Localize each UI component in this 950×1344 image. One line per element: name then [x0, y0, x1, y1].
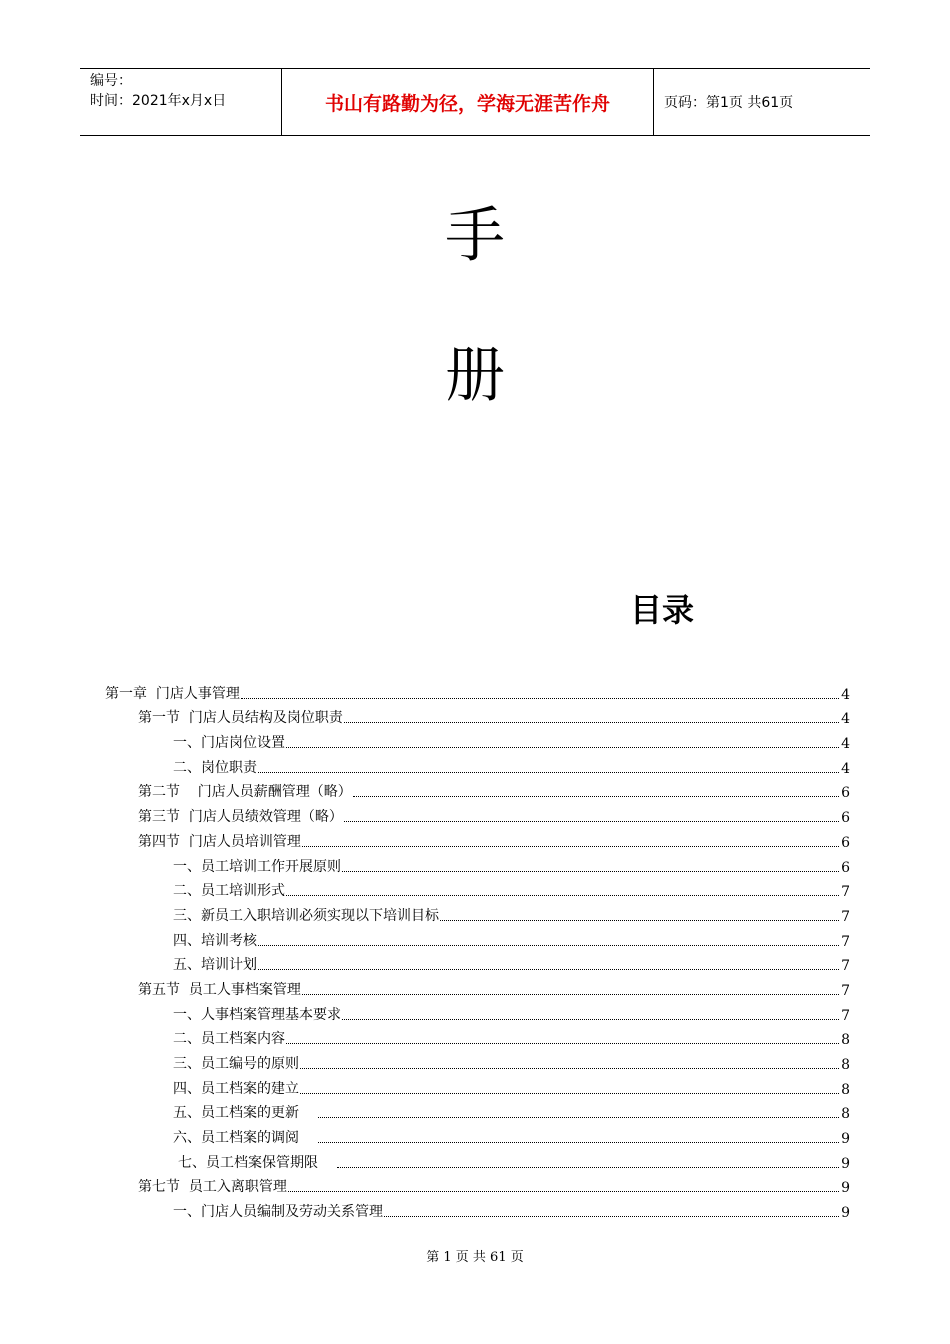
toc-entry[interactable] — [105, 727, 850, 752]
toc-entry-page: 6 — [841, 859, 850, 876]
toc-entry[interactable] — [105, 1098, 850, 1123]
toc-leader-dots — [384, 1215, 839, 1217]
toc-entry-page: 7 — [841, 908, 850, 925]
toc-title: 目录 — [630, 591, 695, 629]
toc-leader-dots — [440, 919, 839, 921]
toc-leader-dots — [288, 1190, 839, 1192]
toc-entry[interactable] — [105, 1048, 850, 1073]
toc-entry-page: 9 — [841, 1205, 850, 1222]
toc-entry-page: 4 — [841, 686, 850, 703]
toc-entry-label: 五、培训计划 — [173, 957, 257, 974]
toc-entry-label: 一、员工培训工作开展原则 — [173, 858, 341, 875]
toc-entry-page: 4 — [841, 760, 850, 777]
toc-entry[interactable] — [105, 703, 850, 728]
toc-leader-dots — [286, 746, 839, 748]
page-header — [80, 68, 870, 136]
number-label: 编号： — [90, 73, 132, 89]
toc-entry-label: 四、培训考核 — [173, 932, 257, 949]
toc-leader-dots — [286, 1042, 839, 1044]
time-label: 时间：2021年x月x日 — [90, 93, 227, 109]
toc-entry-label: 七、员工档案保管期限 — [178, 1154, 336, 1171]
toc-entry-label: 第一节 门店人员结构及岗位职责 — [138, 710, 343, 727]
toc-entry-label: 三、新员工入职培训必须实现以下培训目标 — [173, 907, 439, 924]
toc-entry-label: 第四节 门店人员培训管理 — [138, 833, 301, 850]
toc-entry[interactable] — [105, 999, 850, 1024]
toc-leader-dots — [300, 1067, 839, 1069]
toc-leader-dots — [318, 1116, 839, 1118]
toc-entry-label: 第七节 员工入离职管理 — [138, 1179, 287, 1196]
toc-leader-dots — [337, 1166, 839, 1168]
toc-entry-label: 第二节 门店人员薪酬管理（略） — [138, 784, 352, 801]
toc-leader-dots — [342, 870, 839, 872]
toc-leader-dots — [300, 1092, 839, 1094]
toc-entry[interactable] — [105, 900, 850, 925]
toc-leader-dots — [318, 1141, 839, 1143]
toc-entry[interactable] — [105, 1073, 850, 1098]
toc-entry-label: 二、员工培训形式 — [173, 883, 285, 900]
toc-entry-label: 一、人事档案管理基本要求 — [173, 1006, 341, 1023]
table-of-contents — [105, 678, 850, 1221]
toc-entry-page: 7 — [841, 982, 850, 999]
toc-entry-page: 4 — [841, 736, 850, 753]
toc-entry-label: 六、员工档案的调阅 — [173, 1130, 317, 1147]
toc-entry[interactable] — [105, 1147, 850, 1172]
toc-entry-label: 第五节 员工人事档案管理 — [138, 981, 301, 998]
toc-entry-page: 6 — [841, 785, 850, 802]
toc-leader-dots — [258, 944, 839, 946]
toc-entry[interactable] — [105, 801, 850, 826]
toc-entry[interactable] — [105, 752, 850, 777]
toc-leader-dots — [241, 697, 839, 699]
toc-entry[interactable] — [105, 851, 850, 876]
title-char-1: 手 — [445, 201, 505, 271]
toc-entry-page: 9 — [841, 1131, 850, 1148]
toc-leader-dots — [258, 771, 839, 773]
toc-entry-label: 五、员工档案的更新 — [173, 1105, 317, 1122]
toc-entry-page: 8 — [841, 1081, 850, 1098]
toc-entry-page: 9 — [841, 1180, 850, 1197]
toc-entry-page: 8 — [841, 1106, 850, 1123]
toc-leader-dots — [344, 721, 839, 723]
page-footer: 第 1 页 共 61 页 — [426, 1250, 524, 1265]
toc-entry-page: 6 — [841, 810, 850, 827]
toc-entry-page: 7 — [841, 958, 850, 975]
toc-entry[interactable] — [105, 950, 850, 975]
toc-leader-dots — [342, 1018, 839, 1020]
toc-entry-label: 四、员工档案的建立 — [173, 1080, 299, 1097]
toc-entry[interactable] — [105, 1172, 850, 1197]
toc-entry-page: 7 — [841, 933, 850, 950]
toc-entry[interactable] — [105, 826, 850, 851]
toc-leader-dots — [344, 820, 839, 822]
toc-entry-page: 8 — [841, 1057, 850, 1073]
toc-entry[interactable] — [105, 925, 850, 950]
toc-leader-dots — [302, 993, 839, 995]
toc-entry-label: 一、门店人员编制及劳动关系管理 — [173, 1204, 383, 1221]
toc-entry-page: 8 — [841, 1032, 850, 1049]
toc-entry-page: 7 — [841, 884, 850, 901]
toc-entry-label: 三、员工编号的原则 — [173, 1056, 299, 1072]
toc-entry-label: 第三节 门店人员绩效管理（略） — [138, 809, 343, 826]
toc-leader-dots — [302, 845, 839, 847]
toc-entry[interactable] — [105, 678, 850, 703]
toc-entry[interactable] — [105, 777, 850, 802]
header-page-info: 页码：第1页 共61页 — [664, 95, 794, 111]
toc-entry[interactable] — [105, 974, 850, 999]
toc-entry-page: 9 — [841, 1155, 850, 1172]
header-motto: 书山有路勤为径，学海无涯苦作舟 — [282, 69, 654, 135]
toc-entry-label: 二、岗位职责 — [173, 759, 257, 776]
toc-entry[interactable] — [105, 876, 850, 901]
toc-entry-page: 7 — [841, 1007, 850, 1024]
header-meta — [80, 69, 282, 135]
toc-entry[interactable] — [105, 1196, 850, 1221]
toc-leader-dots — [258, 968, 839, 970]
toc-leader-dots — [353, 795, 839, 797]
toc-entry-label: 第一章 门店人事管理 — [105, 685, 240, 702]
toc-entry-page: 6 — [841, 834, 850, 851]
toc-leader-dots — [286, 894, 839, 896]
toc-entry[interactable] — [105, 1122, 850, 1147]
toc-entry[interactable] — [105, 1024, 850, 1049]
toc-entry-label: 二、员工档案内容 — [173, 1031, 285, 1048]
title-char-2: 册 — [445, 341, 505, 411]
toc-entry-label: 一、门店岗位设置 — [173, 735, 285, 752]
toc-entry-page: 4 — [841, 711, 850, 728]
